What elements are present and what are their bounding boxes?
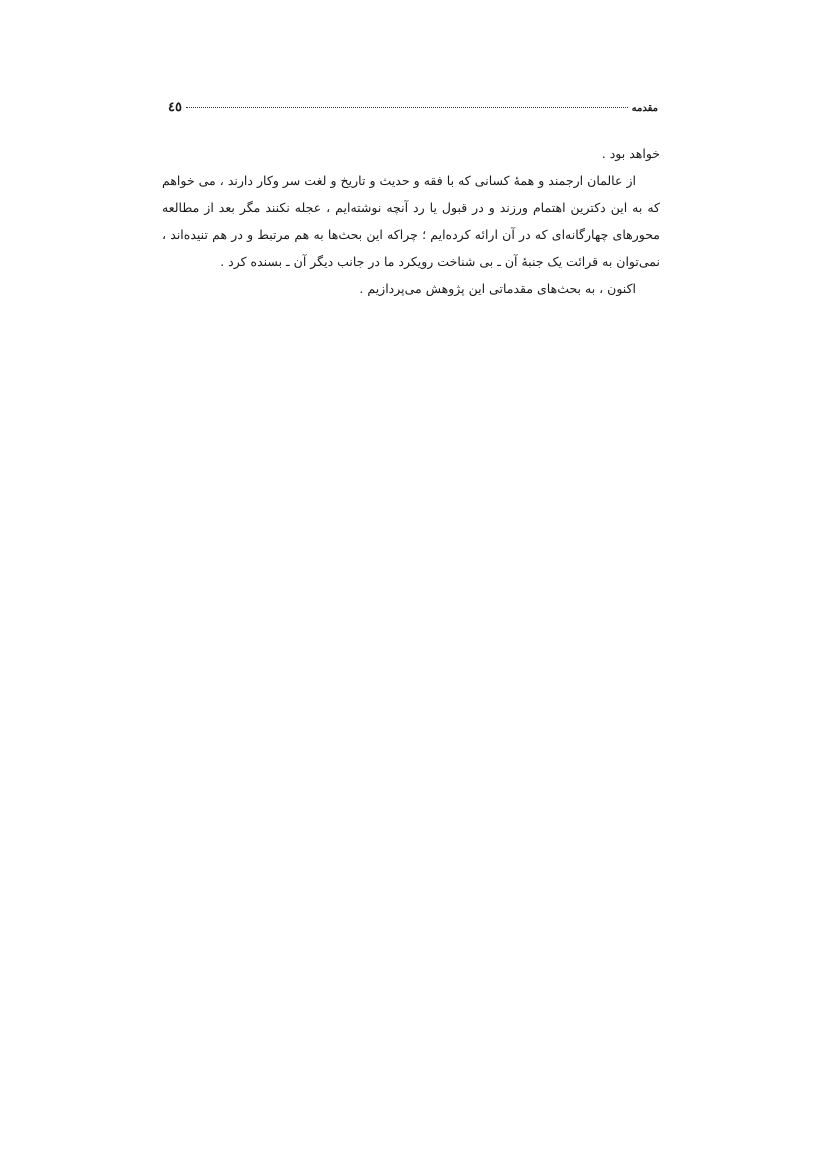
paragraph-closing: اکنون ، به بحث‌های مقدماتی این پژوهش می‌پردازیم . [359, 281, 636, 296]
paragraph-continuation: خواهد بود . [601, 146, 660, 161]
running-title: مقدمه [631, 103, 658, 114]
page-header [168, 100, 658, 122]
body-text [162, 140, 660, 302]
paragraph-request: از عالمان ارجمند و همهٔ کسانی که با فقه و حدیث و تاریخ و لغت سر وکار دارند ، می خواهم که به این دکترین اهتمام ورزند و در قبول یا رد آنچه نوشته‌ایم ، عجله نکنند مگر بعد از مطالعه محورهای چهارگانه‌ای که در آن ارائه کرده‌ایم ؛ چراکه این بحث‌ها به هم مرتبط و در هم تنیده‌اند ، نمی‌توان به قرائت یک جنبهٔ آن ـ بی شناخت رویکرد ما در جانب دیگر آن ـ بسنده کرد . [162, 173, 660, 269]
page-number: ٤٥ [168, 100, 182, 115]
dot-leader [186, 107, 628, 108]
